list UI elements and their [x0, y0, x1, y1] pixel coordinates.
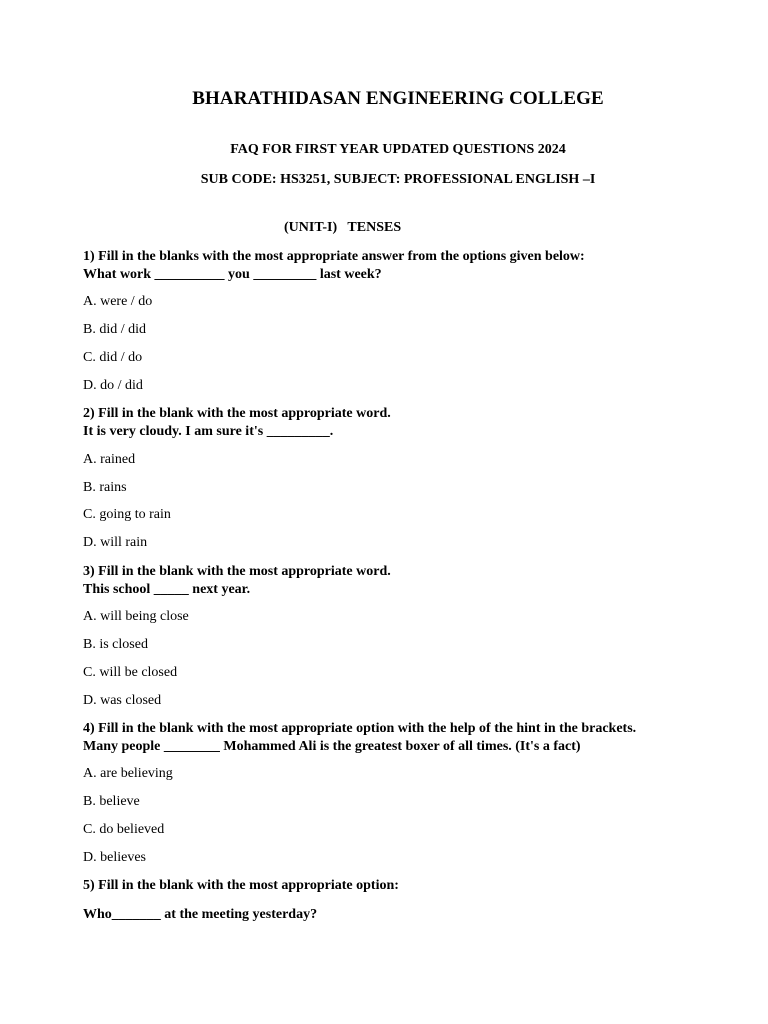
question-3-option-a: A. will being close	[83, 609, 189, 624]
question-3-text	[83, 563, 391, 599]
question-3-sentence: This school _____ next year.	[83, 582, 251, 597]
question-1-option-a: A. were / do	[83, 294, 153, 309]
question-1-option-c: C. did / do	[83, 350, 143, 365]
question-4-text	[83, 720, 636, 756]
unit-heading: (UNIT-I) TENSES	[284, 220, 402, 235]
question-3-option-c: C. will be closed	[83, 665, 178, 680]
question-5-instruction: 5) Fill in the blank with the most appropriate option:	[83, 878, 399, 893]
subject-line: SUB CODE: HS3251, SUBJECT: PROFESSIONAL ENGLISH –I	[200, 172, 596, 187]
question-1-option-b: B. did / did	[83, 322, 147, 337]
question-1-instruction: 1) Fill in the blanks with the most appropriate answer from the options given below:	[83, 249, 585, 264]
question-4-sentence: Many people ________ Mohammed Ali is the greatest boxer of all times. (It's a fact)	[83, 739, 581, 754]
question-4-option-c: C. do believed	[83, 822, 165, 837]
question-1-option-d: D. do / did	[83, 378, 143, 393]
question-1-text	[83, 248, 585, 284]
question-3-option-b: B. is closed	[83, 637, 148, 652]
question-2-instruction: 2) Fill in the blank with the most appropriate word.	[83, 406, 391, 421]
question-2-option-c: C. going to rain	[83, 507, 171, 522]
question-2-text	[83, 405, 391, 441]
question-1-sentence: What work __________ you _________ last week?	[83, 267, 382, 282]
question-4-option-b: B. believe	[83, 794, 140, 809]
question-2-sentence: It is very cloudy. I am sure it's _________.	[83, 424, 334, 439]
question-4-option-d: D. believes	[83, 850, 146, 865]
question-4-option-a: A. are believing	[83, 766, 173, 781]
question-5-sentence: Who_______ at the meeting yesterday?	[83, 907, 318, 922]
question-2-option-a: A. rained	[83, 452, 136, 467]
question-2-option-d: D. will rain	[83, 535, 148, 550]
college-title: BHARATHIDASAN ENGINEERING COLLEGE	[192, 88, 604, 109]
question-3-option-d: D. was closed	[83, 693, 162, 708]
faq-title: FAQ FOR FIRST YEAR UPDATED QUESTIONS 2024	[230, 142, 566, 157]
question-2-option-b: B. rains	[83, 480, 127, 495]
question-3-instruction: 3) Fill in the blank with the most appropriate word.	[83, 564, 391, 579]
question-4-instruction: 4) Fill in the blank with the most appropriate option with the help of the hint in the brackets.	[83, 721, 637, 736]
